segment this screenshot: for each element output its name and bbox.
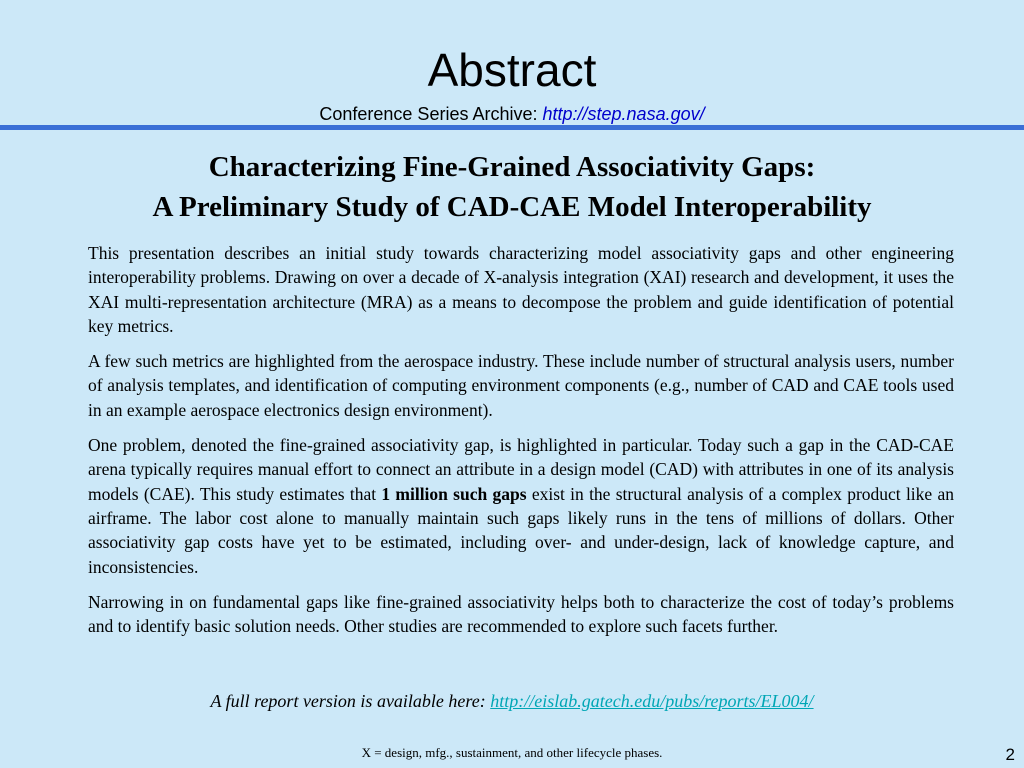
abstract-paragraph-4: Narrowing in on fundamental gaps like fine-grained associativity helps both to characterize the cost of today’s problems and to identify basic solution needs. Other studies are recommended to explore such facets further.	[88, 591, 954, 637]
paragraph-3-text-end: exist in the structural analysis of a complex product like an airframe. The labor cost alone to manually maintain such gaps likely runs in the tens of millions of dollars. Other associativity gap costs have yet to be estimated, including over- and under-design, lack of knowledge capture, and inconsistencies.	[88, 483, 954, 577]
abstract-paragraph-1: This presentation describes an initial study towards characterizing model associativity gaps and other engineering interoperability problems. Drawing on over a decade of X-analysis integration (XAI) research and development, it uses the XAI multi-representation architecture (MRA) as a means to decompose the problem and guide identification of potential key metrics.	[88, 243, 954, 336]
paper-title-line-2: A Preliminary Study of CAD-CAE Model Interoperability	[152, 191, 872, 223]
report-line	[0, 689, 1024, 713]
paper-title	[0, 147, 1024, 227]
gap-count-highlight: 1 million such gaps	[381, 483, 527, 504]
report-label: A full report version is available here:	[210, 691, 491, 711]
paragraph-3-text-start: One problem, denoted the fine-grained associativity gap, is highlighted in particular. Today such a gap in the CAD-CAE arena typically requires manual effort to connect an attribute in a design model (CAD) with attributes in one of its analysis models (CAE). This study estimates that	[88, 435, 954, 504]
title-divider	[0, 125, 1024, 130]
footnote: X = design, mfg., sustainment, and other lifecycle phases.	[361, 745, 663, 760]
page-number: 2	[1005, 745, 1015, 764]
abstract-paragraph-3	[88, 433, 954, 579]
abstract-body	[88, 241, 954, 649]
slide-title: Abstract	[427, 44, 597, 96]
abstract-paragraph-2: A few such metrics are highlighted from the aerospace industry. These include number of structural analysis users, number of analysis templates, and identification of computing environment components (e.g., number of CAD and CAE tools used in an example aerospace electronics design environment).	[88, 351, 954, 420]
paper-title-line-1: Characterizing Fine-Grained Associativity Gaps:	[208, 151, 816, 183]
archive-line	[0, 103, 1024, 125]
archive-link[interactable]: http://step.nasa.gov/	[542, 104, 705, 124]
archive-label: Conference Series Archive:	[319, 104, 543, 124]
report-link[interactable]: http://eislab.gatech.edu/pubs/reports/EL004/	[490, 691, 814, 711]
